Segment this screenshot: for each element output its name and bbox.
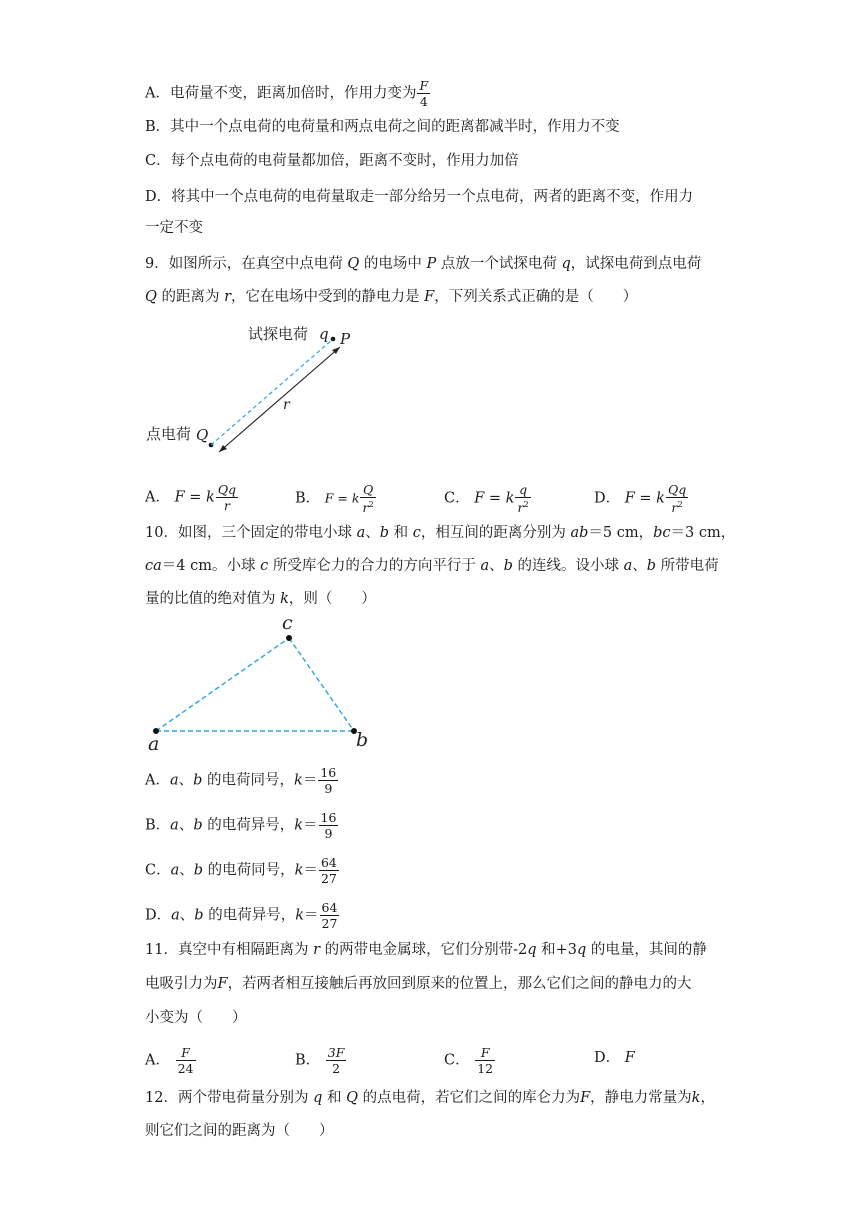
q10-option-b: B．a、b 的电荷异号，k＝ $\frac{16}{9}$ [145,810,337,841]
label-Q: Q [196,426,209,444]
q8-option-d-line1: D．将其中一个点电荷的电荷量取走一部分给另一个点电荷，两者的距离不变，作用力 [145,189,694,205]
q10-option-c: C．a、b 的电荷同号，k＝ $\frac{64}{27}$ [145,855,337,886]
fraction-f-over-4: $\frac{F}{4}$ [419,78,429,109]
distance-arrow-r [219,347,340,452]
q11-stem-line2: 电吸引力为F，若两者相互接触后再放回到原来的位置上，那么它们之间的静电力的大 [145,976,692,992]
q9-option-b: B． F = k $\frac{Q}{r^2}$ [295,482,374,516]
label-test-charge: 试探电荷 [248,325,309,343]
q11-stem-line3: 小变为（ ） [145,1010,247,1026]
q10-option-a: A．a、b 的电荷同号，k＝ $\frac{16}{9}$ [145,765,337,796]
q10-option-d: D．a、b 的电荷异号，k＝ $\frac{64}{27}$ [145,900,338,931]
q9-option-a: A． F = k $\frac{Qq}{r}$ [145,482,237,513]
q8-option-a-text: A．电荷量不变，距离加倍时，作用力变为 [145,85,417,102]
label-point-charge: 点电荷 [146,425,192,443]
q9-stem-line2: Q 的距离为 r，它在电场中受到的静电力是 F，下列关系式正确的是（ ） [145,289,638,305]
label-a: a [148,733,160,753]
q8-option-a [145,78,431,109]
label-q: q [319,325,329,343]
q10-stem-line1: 10．如图，三个固定的带电小球 a、b 和 c，相互间的距离分别为 ab＝5 cm，bc＝3 cm， [145,525,736,541]
label-P: P [340,330,351,348]
q9-figure [140,318,370,453]
q11-stem-line1: 11．真空中有相隔距离为 r 的两带电金属球，它们分别带-2q 和+3q 的电量，其间的静 [145,942,707,958]
label-b: b [356,729,369,751]
q8-option-d-line2: 一定不变 [145,220,203,236]
q12-stem-line1: 12．两个带电荷量分别为 q 和 Q 的点电荷，若它们之间的库仑力为F，静电力常量为k， [145,1090,715,1106]
q10-figure [140,613,380,753]
label-c: c [282,613,293,634]
q12-stem-line2: 则它们之间的距离为（ ） [145,1123,334,1139]
q9-option-d: D． F = k $\frac{Qq}{r^2}$ [594,482,687,516]
dashed-side-cb [289,638,354,731]
q10-stem-line3: 量的比值的绝对值为 k，则（ ） [145,591,376,607]
q9-stem-line1: 9．如图所示，在真空中点电荷 Q 的电场中 P 点放一个试探电荷 q，试探电荷到点电荷 [145,256,702,272]
q10-stem-line2: ca＝4 cm。小球 c 所受库仑力的合力的方向平行于 a、b 的连线。设小球 a、b 所带电荷 [145,558,719,574]
dashed-line-Q-to-q [211,339,333,445]
q8-option-b: B．其中一个点电荷的电荷量和两点电荷之间的距离都减半时，作用力不变 [145,119,620,135]
q11-option-b: B． $\frac{3F}{2}$ [295,1045,345,1076]
q11-option-c: C． $\frac{F}{12}$ [444,1045,494,1076]
label-r: r [283,397,290,413]
ball-c-dot [286,635,292,641]
q11-option-d: D． F [594,1050,635,1066]
q8-option-c: C．每个点电荷的电荷量都加倍，距离不变时，作用力加倍 [145,153,519,169]
dashed-side-ac [156,638,289,731]
q11-option-a: A． $\frac{F}{24}$ [145,1045,194,1076]
q9-option-c: C． F = k $\frac{q}{r^2}$ [444,482,529,516]
